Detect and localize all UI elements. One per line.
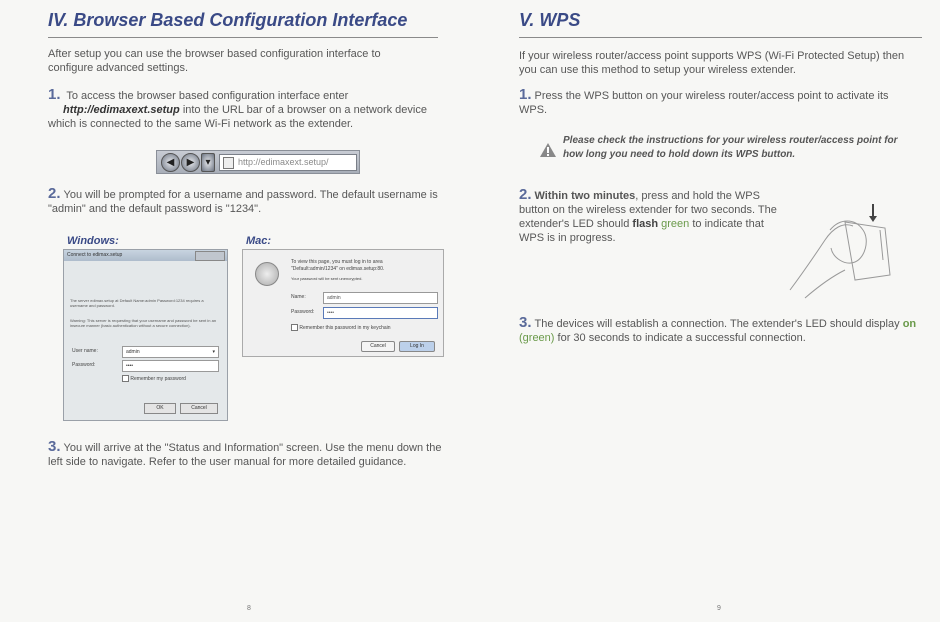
flash-word: flash (632, 218, 659, 230)
checkbox-icon[interactable] (122, 375, 129, 382)
warning-text: Warning: This server is requesting that your username and password be sent in an insecure manner (basic authentication without a secure connection). (70, 318, 217, 328)
mac-name-input[interactable]: admin (323, 292, 438, 304)
step-3-paragraph (48, 440, 453, 469)
step-number: 2. (48, 185, 61, 202)
mac-remember-checkbox[interactable] (291, 324, 391, 331)
mac-label: Mac: (246, 235, 272, 247)
password-label: Password: (72, 362, 96, 368)
step-number: 3. (519, 314, 532, 331)
checkbox-icon[interactable] (291, 324, 298, 331)
wps-step-1-text: Press the WPS button on your wireless router/access point to activate its WPS. (519, 90, 889, 116)
step-number: 3. (48, 438, 61, 455)
url-field[interactable] (219, 154, 357, 171)
section-title-wps: V. WPS (519, 10, 581, 30)
step-2-text: You will be prompted for a username and password. The default username is "admin" and the default password is "1234". (48, 189, 438, 215)
cancel-button[interactable]: Cancel (180, 403, 218, 414)
wps-step-1-paragraph (519, 88, 919, 117)
username-input[interactable] (122, 346, 219, 358)
title-rule (519, 37, 922, 38)
mac-login-button[interactable]: Log In (399, 341, 435, 352)
green-paren-word: (green) (519, 332, 555, 344)
wps-note (563, 134, 903, 162)
url-field-text: http://edimaxext.setup/ (238, 157, 329, 167)
warning-icon (540, 143, 556, 157)
mac-message-3: Your password will be sent unencrypted. (291, 276, 363, 281)
username-value: admin (126, 349, 140, 355)
dialog-titlebar (64, 250, 227, 261)
back-icon: ◀ (161, 153, 180, 172)
windows-login-dialog (63, 249, 228, 421)
mac-cancel-button[interactable]: Cancel (361, 341, 395, 352)
wps-step-2-text-2: to indicate that WPS is in progress. (519, 218, 764, 244)
chevron-down-icon[interactable]: ▾ (212, 349, 215, 355)
wps-step-2-paragraph (519, 188, 789, 245)
lock-icon (255, 262, 279, 286)
title-rule (48, 37, 438, 38)
step-1-paragraph (48, 88, 453, 131)
dialog-title: Connect to edimax.setup (67, 252, 123, 258)
forward-icon: ▶ (181, 153, 200, 172)
mac-name-label: Name: (291, 294, 306, 300)
mac-message-1: To view this page, you must log in to area (291, 259, 383, 265)
username-label: User name: (72, 348, 98, 354)
browser-url-bar (156, 150, 360, 174)
server-text: The server edimax.setup at Default Name:admin Password:1234 requires a username and password. (70, 298, 204, 308)
mac-password-label: Password: (291, 309, 315, 315)
wps-step-2-text-1: , press and hold the WPS button on the wireless extender for two seconds. The extender's LED should (519, 190, 777, 230)
step-1-text-after: into the URL bar of a browser on a network device which is connected to the same Wi-Fi network as the extender. (48, 104, 427, 130)
step-2-paragraph (48, 187, 453, 216)
page-icon (223, 157, 234, 169)
step-1-text-before: To access the browser based configuration interface enter (66, 90, 349, 102)
windows-label: Windows: (67, 235, 119, 247)
mac-login-dialog (242, 249, 444, 357)
wps-step-3-paragraph (519, 316, 924, 345)
mac-message-2: "Default:admin/1234" on edimax.setup:80. (291, 266, 385, 272)
step-number: 2. (519, 186, 532, 203)
green-word: green (661, 218, 690, 230)
page-number: 8 (247, 605, 251, 612)
step-number: 1. (519, 86, 532, 103)
wps-step-3-text-1: The devices will establish a connection. The extender's LED should display (534, 318, 900, 330)
wps-note-text: Please check the instructions for your wireless router/access point for how long you need to hold down its WPS button. (563, 135, 898, 160)
wps-intro-paragraph: If your wireless router/access point supports WPS (Wi-Fi Protected Setup) then you can use this method to setup your wireless extender. (519, 50, 905, 76)
on-word: on (902, 318, 917, 330)
close-icon[interactable] (195, 251, 225, 261)
wps-step-3-text-2: for 30 seconds to indicate a successful connection. (557, 332, 806, 344)
page-number: 9 (717, 605, 721, 612)
within-two-minutes: Within two minutes (534, 190, 636, 202)
ok-button[interactable]: OK (144, 403, 176, 414)
section-title-browser-config: IV. Browser Based Configuration Interface (48, 10, 408, 30)
setup-url: http://edimaxext.setup (63, 104, 180, 116)
step-number: 1. (48, 86, 61, 103)
intro-paragraph: After setup you can use the browser based configuration interface to configure advanced settings. (48, 48, 381, 74)
remember-password-label: Remember my password (130, 375, 186, 382)
right-page (470, 0, 940, 622)
dropdown-icon: ▾ (201, 153, 215, 172)
hand-press-wps-illustration (785, 200, 895, 300)
step-3-text: You will arrive at the "Status and Information" screen. Use the menu down the left side to navigate. Refer to the user manual for more detailed guidance. (48, 442, 442, 468)
mac-password-input[interactable]: •••• (323, 307, 438, 319)
mac-remember-label: Remember this password in my keychain (299, 324, 391, 331)
remember-password-checkbox[interactable] (122, 375, 186, 382)
password-input[interactable]: •••• (122, 360, 219, 372)
